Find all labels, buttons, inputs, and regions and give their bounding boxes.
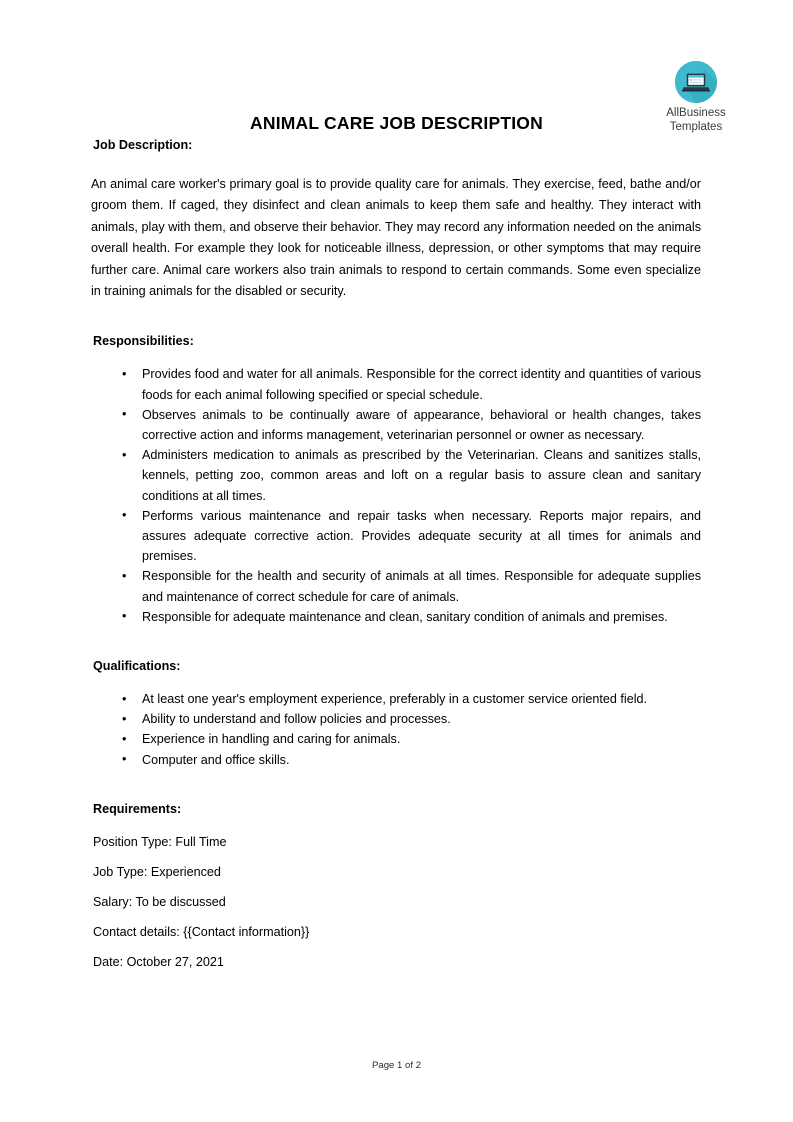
list-item: • Experience in handling and caring for animals. [91,729,701,749]
responsibilities-list [91,364,701,627]
page-title: ANIMAL CARE JOB DESCRIPTION [250,113,543,133]
qualifications-list [91,689,701,770]
laptop-in-circle-icon [674,60,718,104]
list-item: • Computer and office skills. [91,750,701,770]
list-item: • Responsible for adequate maintenance and clean, sanitary condition of animals and premises. [91,607,701,627]
brand-name-line1: AllBusiness [666,107,726,119]
job-description-paragraph: An animal care worker's primary goal is to provide quality care for animals. They exercise, feed, bathe and/or groom them. If caged, they disinfect and clean animals to keep them safe and healthy. They interact with animals, play with them, and observe their behavior. They may record any information needed on the animals overall health. For example they look for noticeable illness, depression, or other symptoms that may require further care. Animal care workers also train animals to respond to certain commands. Some even specialize in training animals for the disabled or security. [91,177,701,299]
list-item: • Responsible for the health and security of animals at all times. Responsible for adequate supplies and maintenance of correct schedule for care of animals. [91,566,701,606]
requirement-date: Date: October 27, 2021 [93,954,224,969]
section-heading-responsibilities: Responsibilities: [93,334,194,349]
requirement-position-type: Position Type: Full Time [93,834,227,849]
section-heading-qualifications: Qualifications: [93,659,181,674]
requirement-contact-details: Contact details: {{Contact information}} [93,924,310,939]
requirement-salary: Salary: To be discussed [93,894,226,909]
page-footer: Page 1 of 2 [371,1060,422,1071]
list-item: • Ability to understand and follow policies and processes. [91,709,701,729]
list-item: • Administers medication to animals as prescribed by the Veterinarian. Cleans and sanitizes stalls, kennels, petting zoo, common areas and loft on a regular basis to assure clean and sanitary conditions at all times. [91,445,701,506]
list-item: • Observes animals to be continually aware of appearance, behavioral or health changes, takes corrective action and informs management, veterinarian personnel or owner as necessary. [91,405,701,445]
document-body [91,138,701,972]
section-heading-requirements: Requirements: [93,801,182,816]
list-item: • At least one year's employment experience, preferably in a customer service oriented field. [91,689,701,709]
list-item: • Provides food and water for all animals. Responsible for the correct identity and quantities of various foods for each animal following specified or special schedule. [91,364,701,404]
section-heading-job-description: Job Description: [93,138,193,152]
list-item: • Performs various maintenance and repair tasks when necessary. Reports major repairs, and assures adequate corrective action. Provides adequate security at all times for animals and premises. [91,506,701,567]
requirement-job-type: Job Type: Experienced [93,864,221,879]
brand-name-line2: Templates [669,120,723,133]
